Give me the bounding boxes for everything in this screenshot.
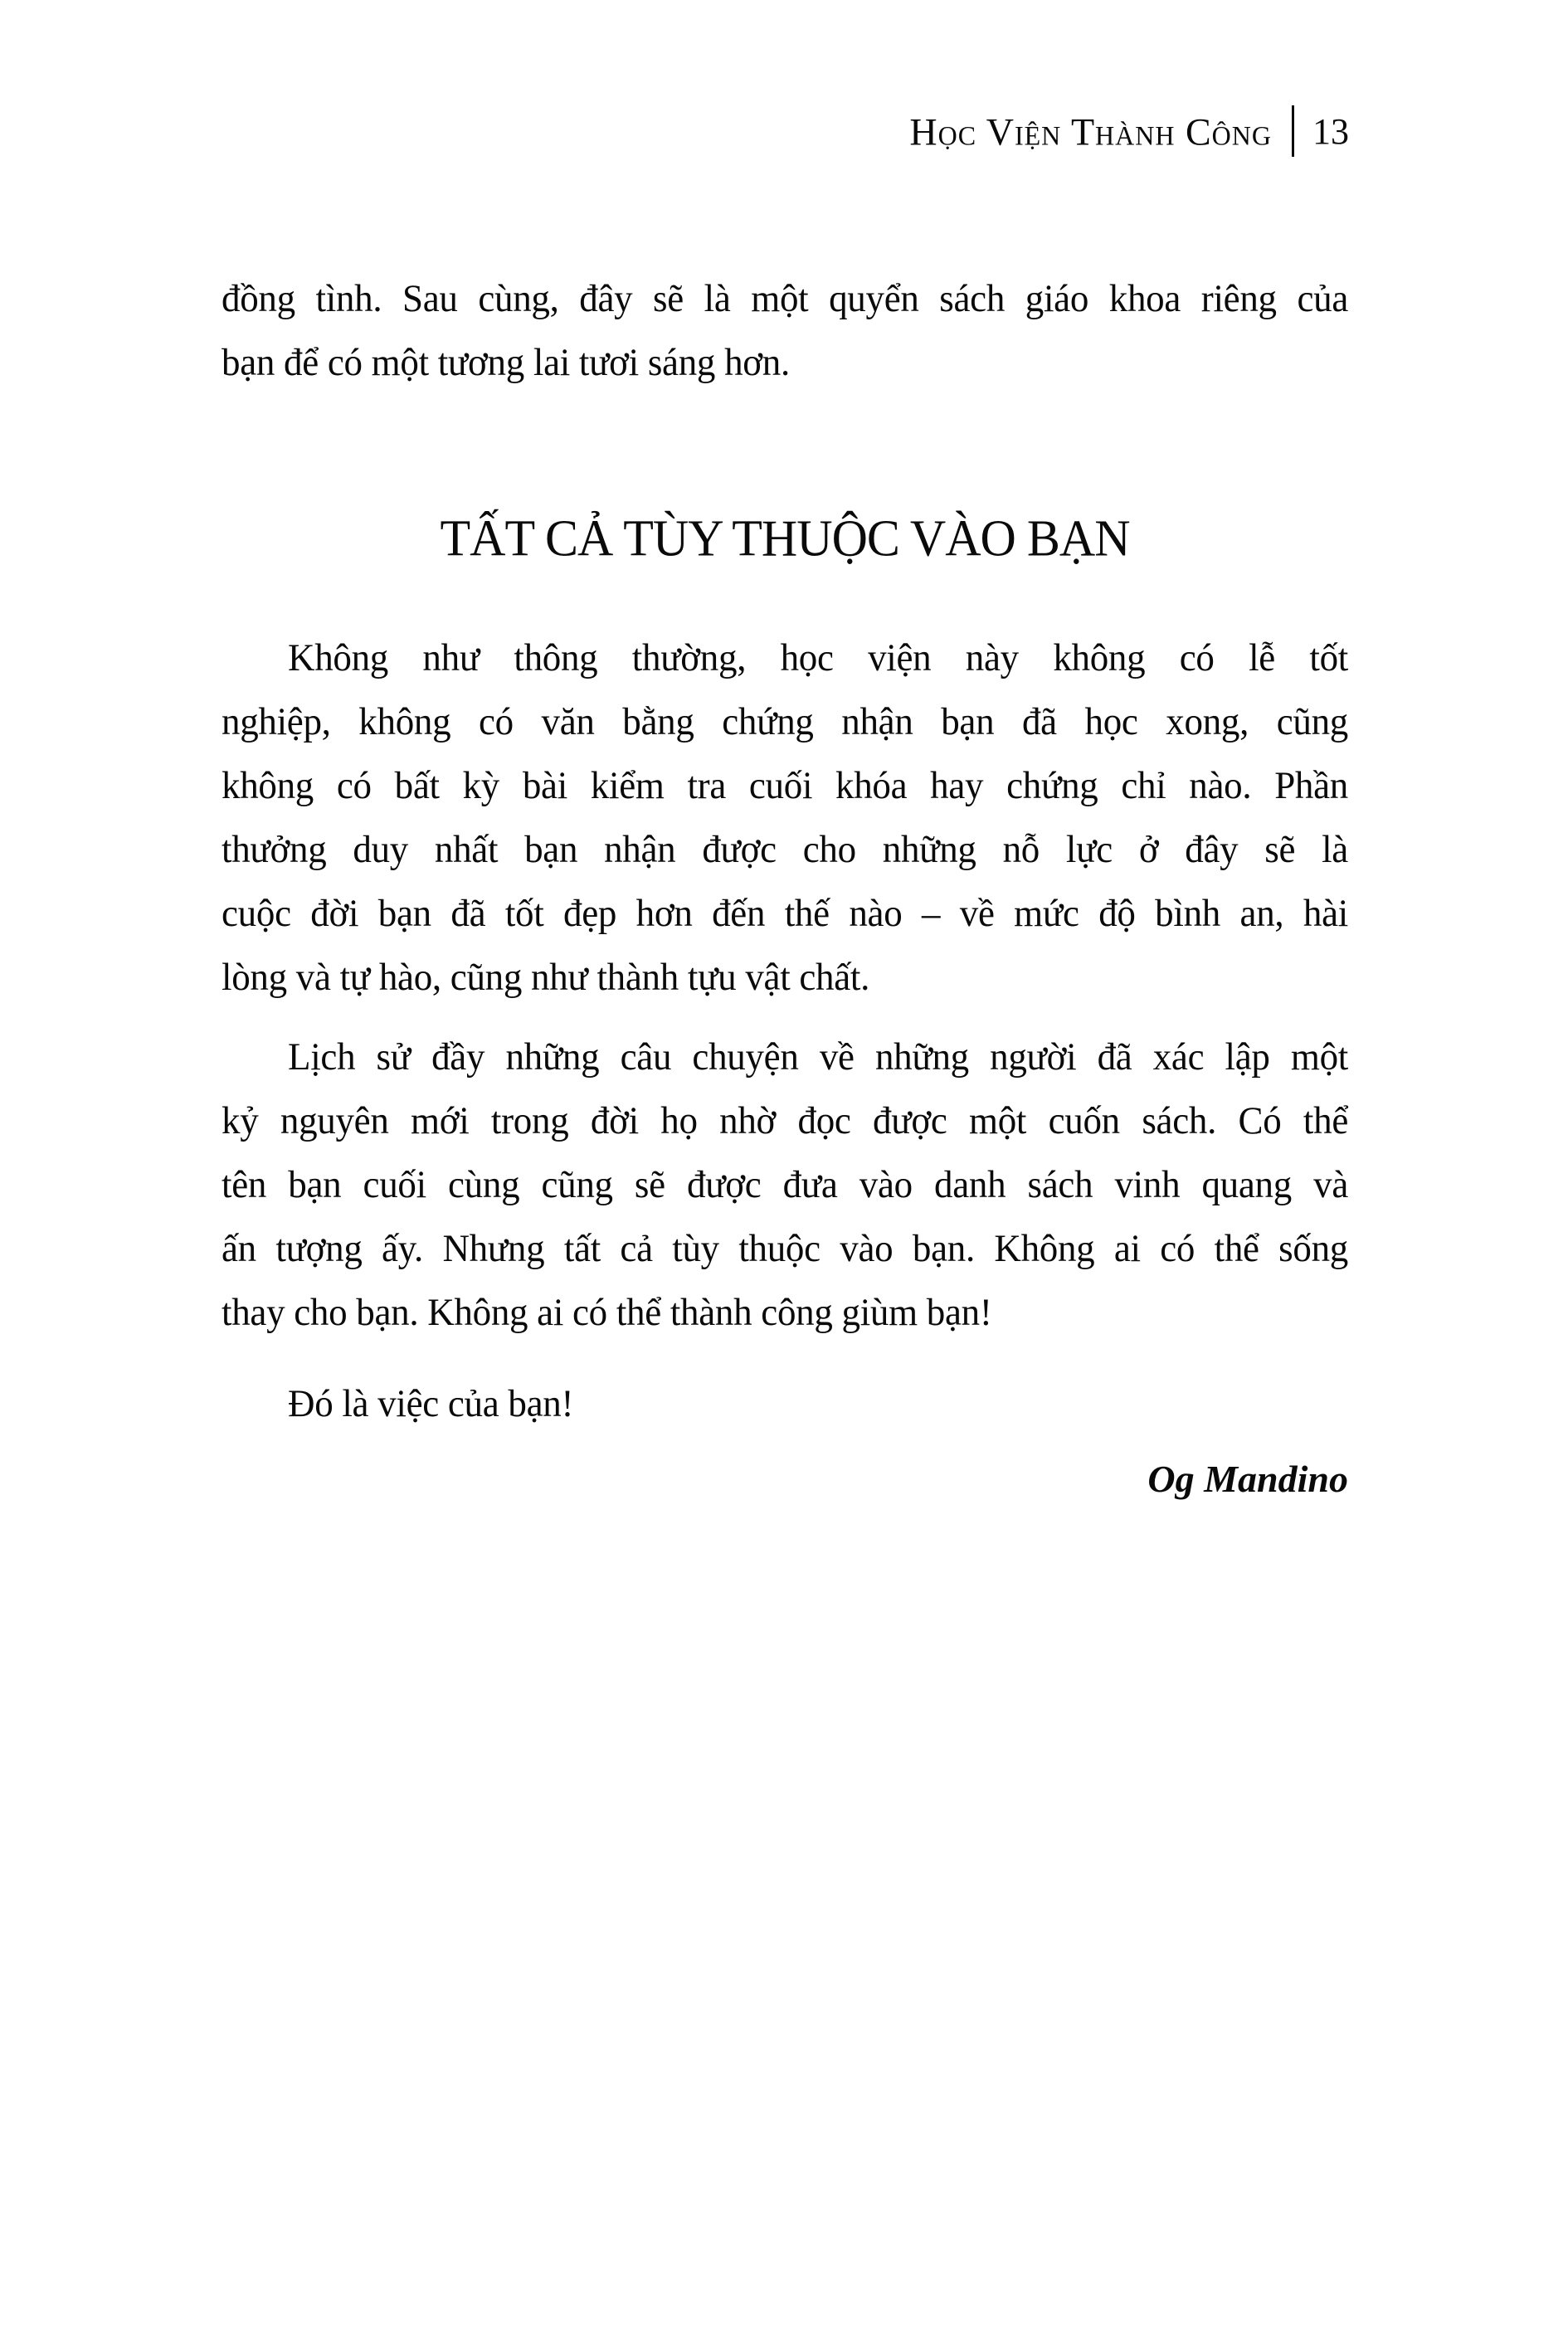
text-line: lòng và tự hào, cũng như thành tựu vật chất.	[222, 955, 870, 999]
section-heading: TẤT CẢ TÙY THUỘC VÀO BẠN	[440, 509, 1130, 567]
text-line: Lịch sử đầy những câu chuyện về những người đã xác lập một	[288, 1035, 1348, 1079]
header-separator-bar	[1292, 105, 1294, 157]
running-header	[909, 101, 1349, 161]
text-line: nghiệp, không có văn bằng chứng nhận bạn đã học xong, cũng	[222, 699, 1348, 743]
text-line: thưởng duy nhất bạn nhận được cho những nỗ lực ở đây sẽ là	[222, 827, 1348, 871]
page-number: 13	[1312, 110, 1349, 152]
paragraph-intro	[222, 265, 1348, 393]
text-line: kỷ nguyên mới trong đời họ nhờ đọc được một cuốn sách. Có thể	[222, 1098, 1348, 1142]
paragraph-body-1	[222, 625, 1348, 1008]
text-line: tên bạn cuối cùng cũng sẽ được đưa vào danh sách vinh quang và	[222, 1162, 1348, 1206]
text-line: thay cho bạn. Không ai có thể thành công giùm bạn!	[222, 1290, 992, 1334]
paragraph-closing	[222, 1371, 1348, 1434]
running-title: Học Viện Thành Công	[909, 109, 1272, 153]
text-line: Không như thông thường, học viện này không có lễ tốt	[288, 635, 1348, 679]
text-line: ấn tượng ấy. Nhưng tất cả tùy thuộc vào bạn. Không ai có thể sống	[222, 1226, 1348, 1270]
text-line: không có bất kỳ bài kiểm tra cuối khóa hay chứng chỉ nào. Phần	[222, 763, 1348, 807]
text-line: đồng tình. Sau cùng, đây sẽ là một quyển sách giáo khoa riêng của	[222, 276, 1348, 320]
author-signature: Og Mandino	[1147, 1458, 1348, 1500]
text-line: bạn để có một tương lai tươi sáng hơn.	[222, 340, 790, 384]
text-line: cuộc đời bạn đã tốt đẹp hơn đến thế nào – về mức độ bình an, hài	[222, 891, 1348, 935]
paragraph-body-2	[222, 1024, 1348, 1343]
text-line: Đó là việc của bạn!	[288, 1381, 574, 1425]
